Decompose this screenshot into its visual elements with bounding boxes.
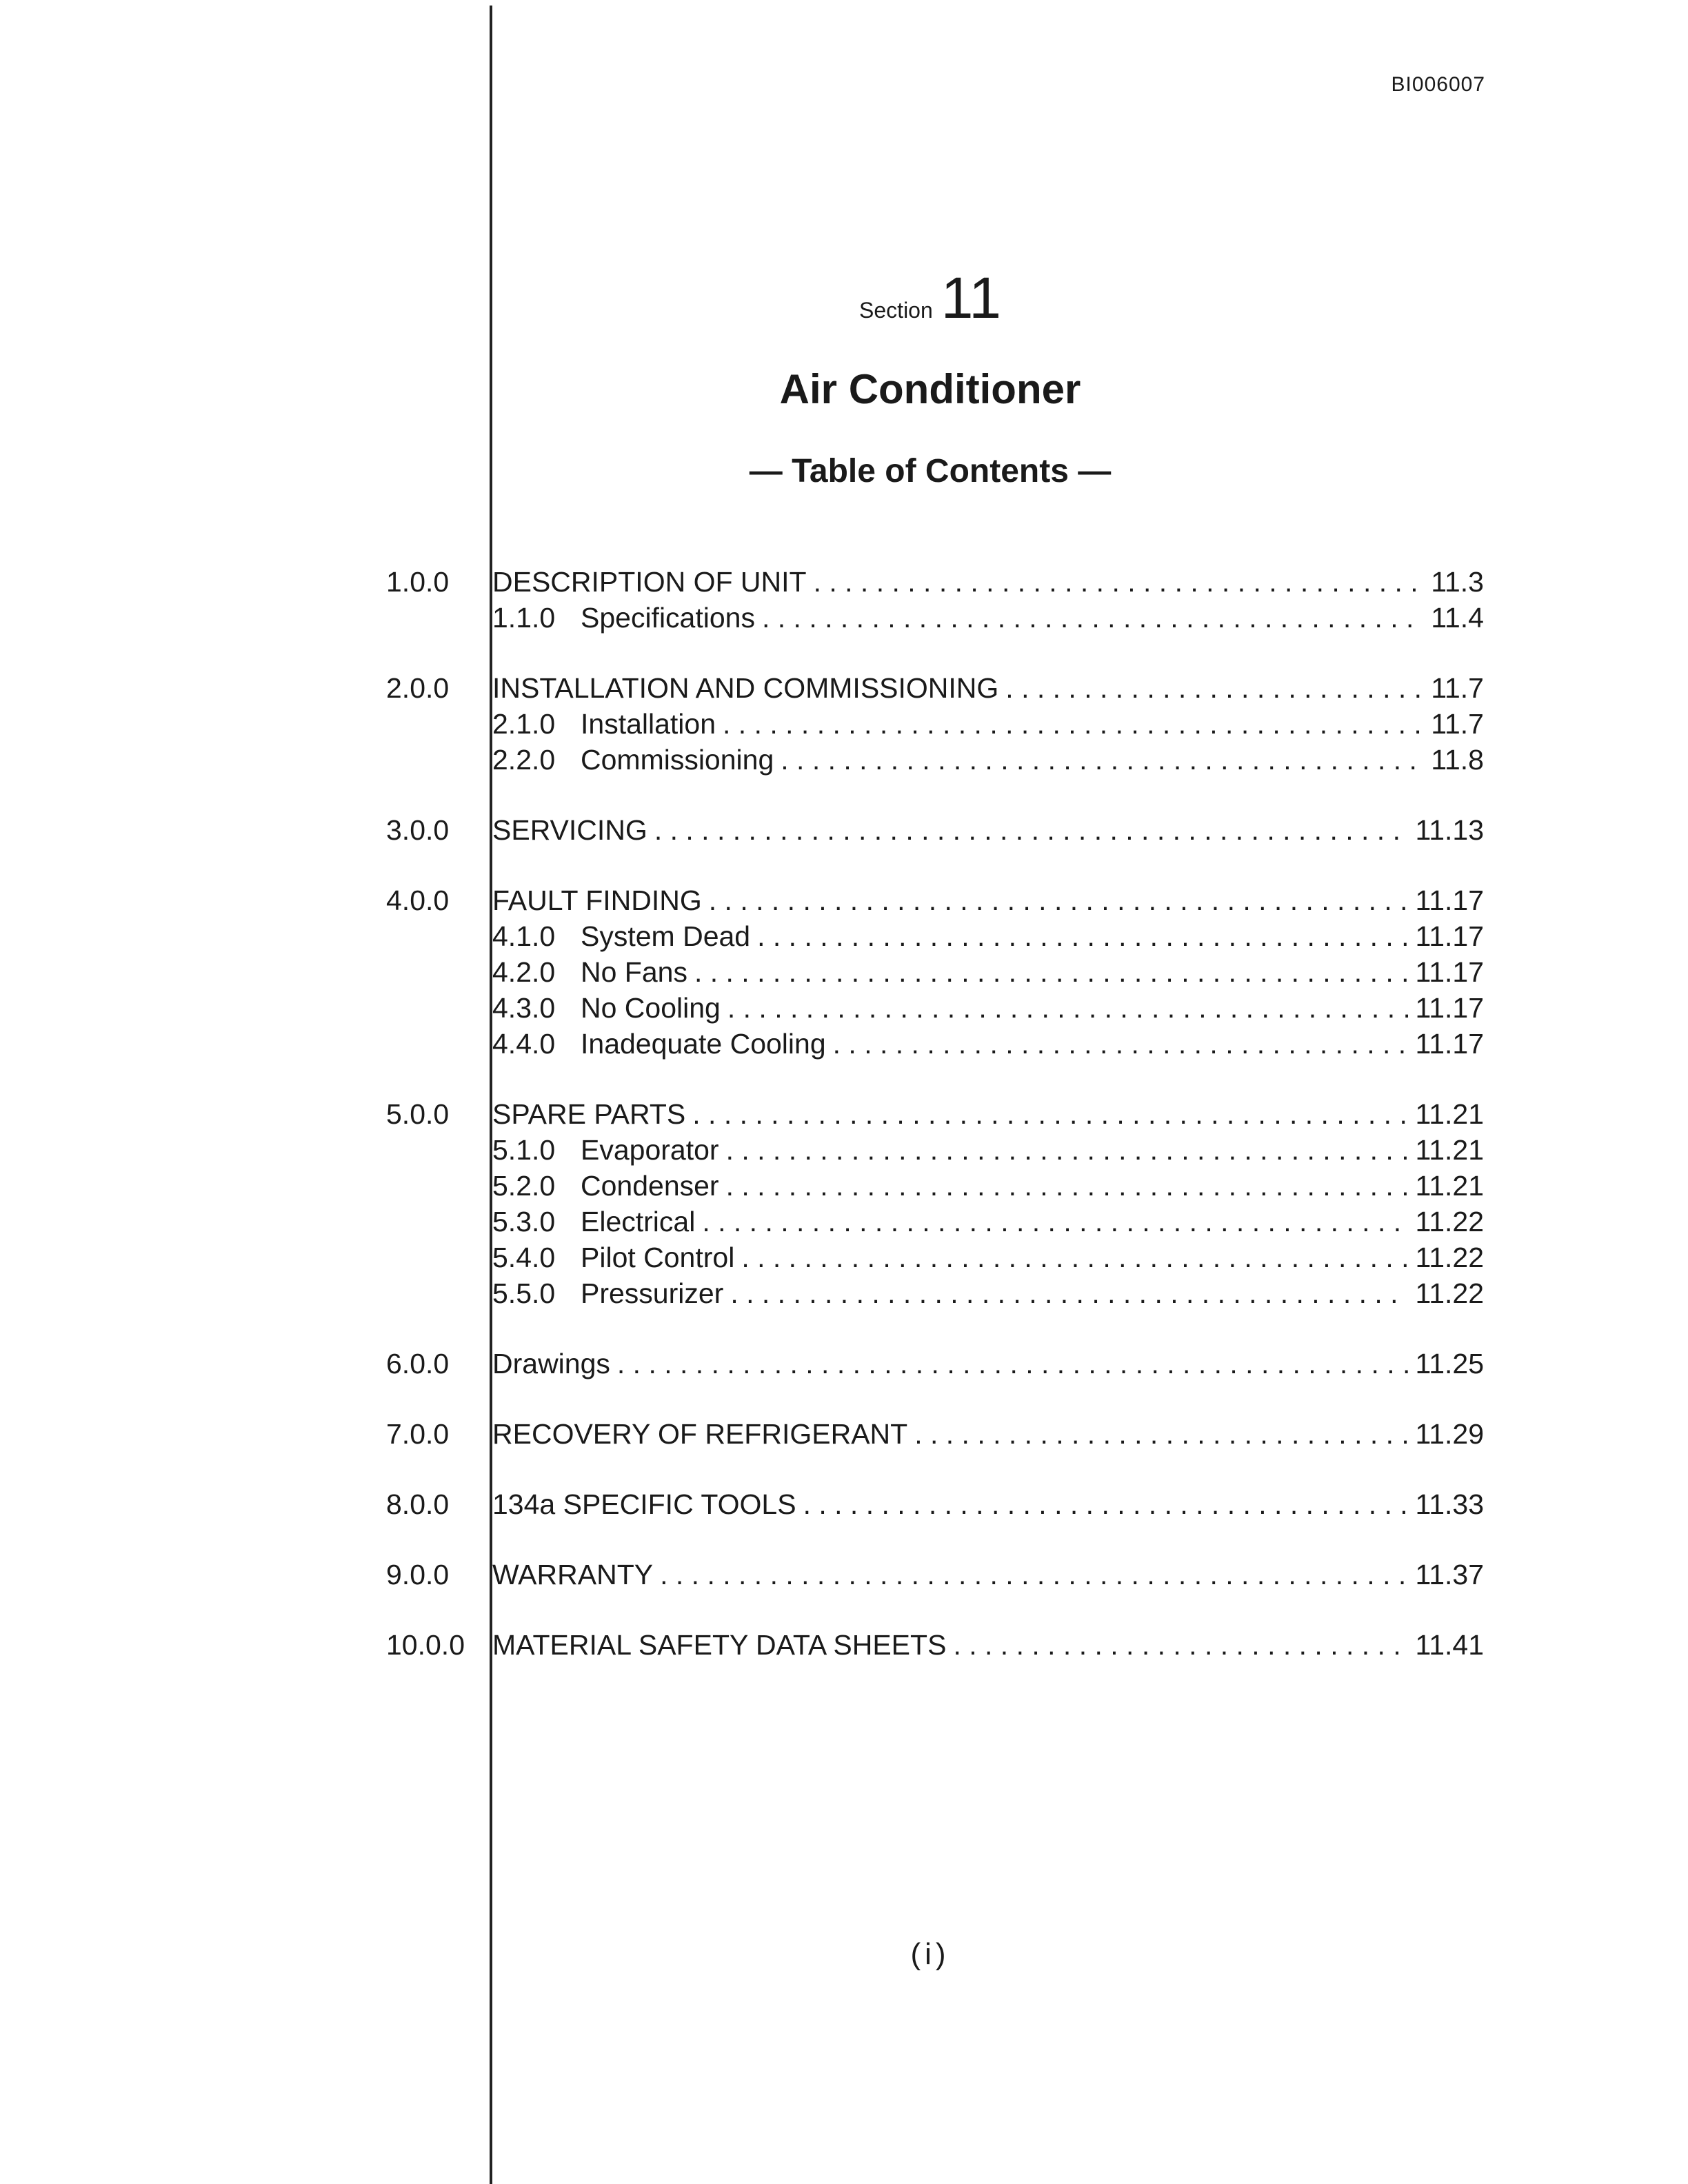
- toc-entry: [0, 1416, 1688, 1452]
- toc-section-number: 2.0.0: [386, 672, 450, 704]
- toc-entry: [0, 1168, 1688, 1204]
- toc-entry-label: DESCRIPTION OF UNIT: [492, 566, 807, 598]
- toc-entry-line: [492, 1627, 1484, 1663]
- toc-entry: [0, 1346, 1688, 1382]
- toc-page-ref: 11.22: [1415, 1242, 1484, 1273]
- toc-entry-line: [492, 812, 1484, 848]
- dot-leader: [727, 990, 1409, 1026]
- toc-subsection-number: 5.4.0: [492, 1242, 556, 1273]
- toc-entry-line: [492, 990, 1484, 1026]
- toc-entry-label: WARRANTY: [492, 1559, 654, 1590]
- dot-leader: [654, 812, 1409, 848]
- toc-entry: [0, 1026, 1688, 1062]
- section-word: Section: [859, 298, 933, 323]
- dot-leader: [709, 882, 1409, 918]
- toc-entry-line: [492, 564, 1484, 600]
- dot-leader: [833, 1026, 1409, 1062]
- toc-entry-label: Pilot Control: [581, 1242, 735, 1273]
- toc-page-ref: 11.13: [1415, 814, 1484, 846]
- toc-page-ref: 11.4: [1431, 602, 1484, 634]
- toc-section-number: 9.0.0: [386, 1559, 450, 1590]
- toc-entry-line: [492, 954, 1484, 990]
- toc-page-ref: 11.7: [1431, 708, 1484, 740]
- toc-subsection-number: 2.1.0: [492, 708, 556, 740]
- toc-entry: [0, 990, 1688, 1026]
- toc-page-ref: 11.17: [1415, 884, 1484, 916]
- toc-entry-label: SERVICING: [492, 814, 647, 846]
- dot-leader: [781, 742, 1424, 778]
- toc-subsection-number: 5.2.0: [492, 1170, 556, 1202]
- toc-entry-line: [492, 1275, 1484, 1311]
- toc-entry: [0, 812, 1688, 848]
- dot-leader: [617, 1346, 1409, 1382]
- toc-entry: [0, 564, 1688, 600]
- dot-leader: [914, 1416, 1408, 1452]
- toc-subsection-number: 5.1.0: [492, 1134, 556, 1166]
- toc-entry-label: Specifications: [581, 602, 755, 634]
- document-id: BI006007: [1391, 73, 1485, 96]
- dot-leader: [803, 1486, 1409, 1522]
- toc-entry-line: [492, 1416, 1484, 1452]
- toc-entry: [0, 670, 1688, 706]
- dot-leader: [757, 918, 1408, 954]
- toc-page-ref: 11.17: [1415, 920, 1484, 952]
- toc-subsection-number: 1.1.0: [492, 602, 556, 634]
- toc-entry-label: Installation: [581, 708, 716, 740]
- toc-subsection-number: 4.4.0: [492, 1028, 556, 1060]
- toc-entry: [0, 600, 1688, 636]
- toc-entry: [0, 1486, 1688, 1522]
- toc-subsection-number: 5.3.0: [492, 1206, 556, 1237]
- toc-entry-label: Electrical: [581, 1206, 696, 1237]
- dot-leader: [726, 1132, 1409, 1168]
- page-title: Air Conditioner: [779, 366, 1081, 412]
- dot-leader: [741, 1240, 1408, 1275]
- toc-page-ref: 11.21: [1415, 1134, 1484, 1166]
- toc-page-ref: 11.17: [1415, 1028, 1484, 1060]
- toc-entry-line: [492, 1204, 1484, 1240]
- toc-page-ref: 11.17: [1415, 992, 1484, 1024]
- toc-entry-label: Drawings: [492, 1348, 610, 1379]
- dot-leader: [762, 600, 1424, 636]
- toc-entry-label: INSTALLATION AND COMMISSIONING: [492, 672, 999, 704]
- toc-entry-label: RECOVERY OF REFRIGERANT: [492, 1418, 908, 1450]
- toc-page-ref: 11.22: [1415, 1206, 1484, 1237]
- toc-entry-line: [492, 1132, 1484, 1168]
- toc-section-number: 10.0.0: [386, 1629, 465, 1661]
- toc-entry-label: 134a SPECIFIC TOOLS: [492, 1488, 796, 1520]
- dot-leader: [1005, 670, 1424, 706]
- toc-entry-label: SPARE PARTS: [492, 1098, 686, 1130]
- section-number: 11: [941, 265, 1001, 330]
- toc-section-number: 4.0.0: [386, 884, 450, 916]
- toc-entry: [0, 918, 1688, 954]
- toc-entry: [0, 1240, 1688, 1275]
- toc-page-ref: 11.37: [1415, 1559, 1484, 1590]
- dot-leader: [723, 706, 1424, 742]
- toc-entry-line: [492, 1557, 1484, 1593]
- toc-section-number: 8.0.0: [386, 1488, 450, 1520]
- dot-leader: [953, 1627, 1408, 1663]
- toc-entry: [0, 1275, 1688, 1311]
- toc-entry-line: [492, 600, 1484, 636]
- toc-subsection-number: 4.2.0: [492, 956, 556, 988]
- page-number: (i): [910, 1937, 950, 1971]
- toc-page-ref: 11.41: [1415, 1629, 1484, 1661]
- toc-page-ref: 11.33: [1415, 1488, 1484, 1520]
- dot-leader: [660, 1557, 1408, 1593]
- toc-entry-label: System Dead: [581, 920, 751, 952]
- toc-section-number: 7.0.0: [386, 1418, 450, 1450]
- toc-section-number: 3.0.0: [386, 814, 450, 846]
- toc-page-ref: 11.21: [1415, 1170, 1484, 1202]
- toc-page-ref: 11.8: [1431, 744, 1484, 776]
- toc-entry-line: [492, 918, 1484, 954]
- toc-entry: [0, 882, 1688, 918]
- toc-entry: [0, 1204, 1688, 1240]
- toc-page-ref: 11.22: [1415, 1277, 1484, 1309]
- toc-entry-line: [492, 706, 1484, 742]
- toc-entry-label: Evaporator: [581, 1134, 719, 1166]
- toc-entry-line: [492, 670, 1484, 706]
- dot-leader: [702, 1204, 1408, 1240]
- toc-page-ref: 11.21: [1415, 1098, 1484, 1130]
- toc-entry-label: Inadequate Cooling: [581, 1028, 826, 1060]
- toc-subsection-number: 4.1.0: [492, 920, 556, 952]
- toc-page-ref: 11.17: [1415, 956, 1484, 988]
- dot-leader: [814, 564, 1425, 600]
- toc-entry-line: [492, 882, 1484, 918]
- dot-leader: [730, 1275, 1408, 1311]
- toc-entry-line: [492, 1096, 1484, 1132]
- toc-page-ref: 11.25: [1415, 1348, 1484, 1379]
- toc-entry-line: [492, 1168, 1484, 1204]
- toc-entry-line: [492, 742, 1484, 778]
- toc-entry: [0, 954, 1688, 990]
- toc-page-ref: 11.3: [1431, 566, 1484, 598]
- toc-entry: [0, 742, 1688, 778]
- toc-section-number: 6.0.0: [386, 1348, 450, 1379]
- toc-entry-label: FAULT FINDING: [492, 884, 702, 916]
- toc-entry-line: [492, 1240, 1484, 1275]
- toc-entry-label: No Fans: [581, 956, 687, 988]
- toc-entry: [0, 1557, 1688, 1593]
- toc-entry-label: Commissioning: [581, 744, 774, 776]
- toc-entry-line: [492, 1026, 1484, 1062]
- dot-leader: [692, 1096, 1408, 1132]
- toc-entry-label: MATERIAL SAFETY DATA SHEETS: [492, 1629, 947, 1661]
- toc-entry: [0, 706, 1688, 742]
- toc-entry: [0, 1096, 1688, 1132]
- toc-subsection-number: 4.3.0: [492, 992, 556, 1024]
- toc-entry-line: [492, 1346, 1484, 1382]
- toc-entry-label: Condenser: [581, 1170, 719, 1202]
- toc-section-number: 1.0.0: [386, 566, 450, 598]
- toc-page-ref: 11.29: [1415, 1418, 1484, 1450]
- toc-title: — Table of Contents —: [749, 453, 1112, 489]
- toc-entry-label: No Cooling: [581, 992, 721, 1024]
- toc-entry-line: [492, 1486, 1484, 1522]
- dot-leader: [694, 954, 1408, 990]
- toc-subsection-number: 2.2.0: [492, 744, 556, 776]
- dot-leader: [726, 1168, 1409, 1204]
- toc-section-number: 5.0.0: [386, 1098, 450, 1130]
- toc-page-ref: 11.7: [1431, 672, 1484, 704]
- toc-entry: [0, 1627, 1688, 1663]
- toc-entry-label: Pressurizer: [581, 1277, 724, 1309]
- toc-entry: [0, 1132, 1688, 1168]
- toc-subsection-number: 5.5.0: [492, 1277, 556, 1309]
